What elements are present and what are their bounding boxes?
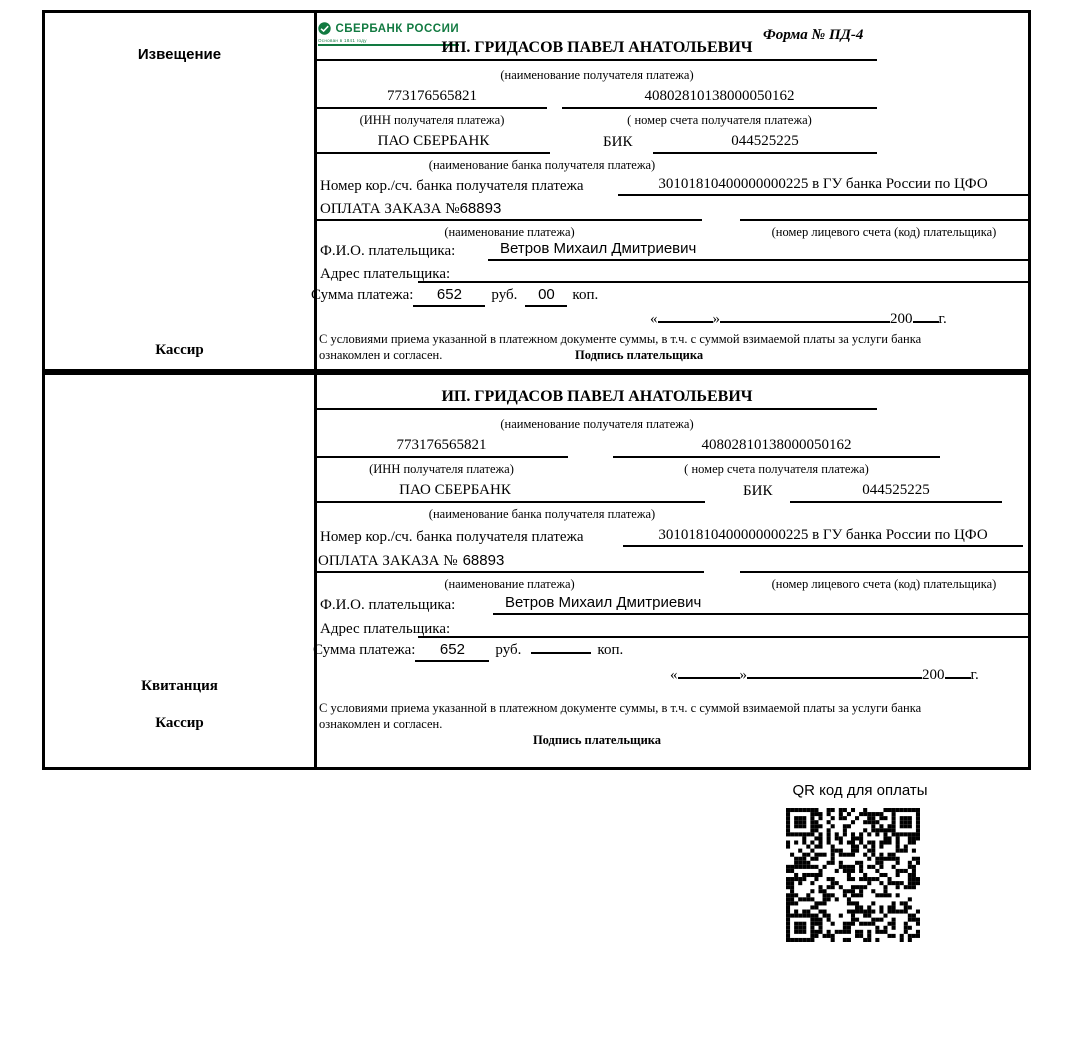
korr-value: 30101810400000000225 в ГУ банка России по ЦФО [618, 175, 1028, 196]
year-line [913, 308, 939, 323]
qr-code [786, 808, 920, 942]
year-line [945, 664, 971, 679]
signature-label: Подпись плательщика [575, 348, 704, 362]
korr-label: Номер кор./сч. банка получателя платежа [320, 529, 584, 545]
receipt-title: Квитанция [141, 678, 218, 694]
payment-purpose: ОПЛАТА ЗАКАЗА № [318, 553, 458, 569]
notice-title: Извещение [137, 46, 222, 63]
date-month-line [720, 308, 890, 323]
payer-address-line [418, 263, 1028, 283]
payer-address-line [418, 618, 1028, 638]
personal-account-hint: (номер лицевого счета (код) плательщика) [771, 577, 997, 591]
year-suffix: г. [938, 311, 947, 327]
inn-hint: (ИНН получателя платежа) [359, 113, 505, 127]
sberbank-logo-text: СБЕРБАНК РОССИИ [335, 22, 460, 35]
account-value: 40802810138000050162 [613, 436, 940, 458]
cashier-label: Кассир [155, 715, 204, 731]
payer-fio-value: Ветров Михаил Дмитриевич [493, 594, 1028, 615]
quote-open: « [670, 667, 678, 683]
notice-slip [42, 10, 1031, 372]
recipient-hint: (наименование получателя платежа) [500, 68, 694, 82]
date-row [650, 308, 947, 329]
inn-hint: (ИНН получателя платежа) [369, 462, 514, 476]
date-day-line [658, 308, 713, 323]
amount-rub-value: 652 [413, 286, 485, 307]
amount-kop-value: 00 [525, 286, 567, 307]
date-day-line [678, 664, 740, 679]
bank-name-value: ПАО СБЕРБАНК [317, 132, 550, 154]
payer-fio-value: Ветров Михаил Дмитриевич [488, 240, 1028, 261]
kop-label: коп. [572, 287, 599, 303]
payer-address-label: Адрес плательщика: [320, 266, 451, 282]
amount-label: Сумма платежа: [313, 642, 416, 658]
qr-label: QR код для оплаты [792, 782, 928, 799]
receipt-slip [42, 372, 1031, 770]
amount-rub-value: 652 [415, 641, 489, 662]
date-row [670, 664, 979, 685]
year-prefix: 200 [922, 667, 945, 683]
personal-account-line [740, 200, 1028, 221]
agreement-line2: ознакомлен и согласен. [319, 717, 443, 731]
account-value: 40802810138000050162 [562, 87, 877, 109]
bank-name-value: ПАО СБЕРБАНК [315, 481, 705, 503]
agreement-line2: ознакомлен и согласен. [319, 348, 443, 362]
rub-label: руб. [491, 287, 518, 303]
year-prefix: 200 [890, 311, 913, 327]
kop-label: коп. [597, 642, 624, 658]
recipient-name: ИП. ГРИДАСОВ ПАВЕЛ АНАТОЛЬЕВИЧ [317, 388, 877, 410]
korr-label: Номер кор./сч. банка получателя платежа [320, 178, 584, 194]
recipient-hint: (наименование получателя платежа) [500, 417, 694, 431]
bik-value: 044525225 [653, 132, 877, 154]
amount-label: Сумма платежа: [311, 287, 414, 303]
slip-divider [314, 13, 317, 369]
payment-name-hint: (наименование платежа) [444, 577, 575, 591]
payment-purpose-line [317, 200, 702, 221]
bank-name-hint: (наименование банка получателя платежа) [428, 158, 656, 172]
form-number: Форма № ПД-4 [763, 27, 864, 43]
signature-label: Подпись плательщика [532, 733, 662, 747]
payer-fio-label: Ф.И.О. плательщика: [320, 243, 456, 259]
korr-value: 30101810400000000225 в ГУ банка России по ЦФО [623, 526, 1023, 547]
payer-fio-label: Ф.И.О. плательщика: [320, 597, 456, 613]
payer-address-label: Адрес плательщика: [320, 621, 451, 637]
amount-row [311, 286, 598, 307]
sberbank-logo-icon [318, 22, 331, 35]
quote-close: » [739, 667, 747, 683]
year-suffix: г. [970, 667, 979, 683]
amount-row [313, 641, 623, 662]
sberbank-logo-tagline: Основан в 1841 году [318, 38, 367, 43]
bik-label: БИК [603, 134, 633, 150]
bank-name-hint: (наименование банка получателя платежа) [428, 507, 656, 521]
payment-name-hint: (наименование платежа) [444, 225, 575, 239]
personal-account-line [740, 552, 1028, 573]
date-month-line [747, 664, 922, 679]
recipient-name: ИП. ГРИДАСОВ ПАВЕЛ АНАТОЛЬЕВИЧ [317, 39, 877, 61]
agreement-line1: С условиями приема указанной в платежном документе суммы, в т.ч. с суммой взимаемой платы за услуги банка [319, 332, 922, 346]
inn-value: 773176565821 [317, 87, 547, 109]
order-number: 68893 [459, 200, 502, 217]
order-number: 68893 [462, 552, 505, 569]
inn-value: 773176565821 [315, 436, 568, 458]
personal-account-hint: (номер лицевого счета (код) плательщика) [771, 225, 997, 239]
amount-kop-value [531, 652, 591, 654]
account-hint: ( номер счета получателя платежа) [627, 113, 812, 127]
account-hint: ( номер счета получателя платежа) [684, 462, 869, 476]
agreement-line1: С условиями приема указанной в платежном документе суммы, в т.ч. с суммой взимаемой платы за услуги банка [319, 701, 922, 715]
bik-value: 044525225 [790, 481, 1002, 503]
payment-purpose: ОПЛАТА ЗАКАЗА № [320, 201, 460, 217]
payment-purpose-line [315, 552, 704, 573]
rub-label: руб. [495, 642, 522, 658]
quote-close: » [712, 311, 720, 327]
cashier-label: Кассир [155, 342, 204, 358]
bik-label: БИК [743, 483, 773, 499]
quote-open: « [650, 311, 658, 327]
